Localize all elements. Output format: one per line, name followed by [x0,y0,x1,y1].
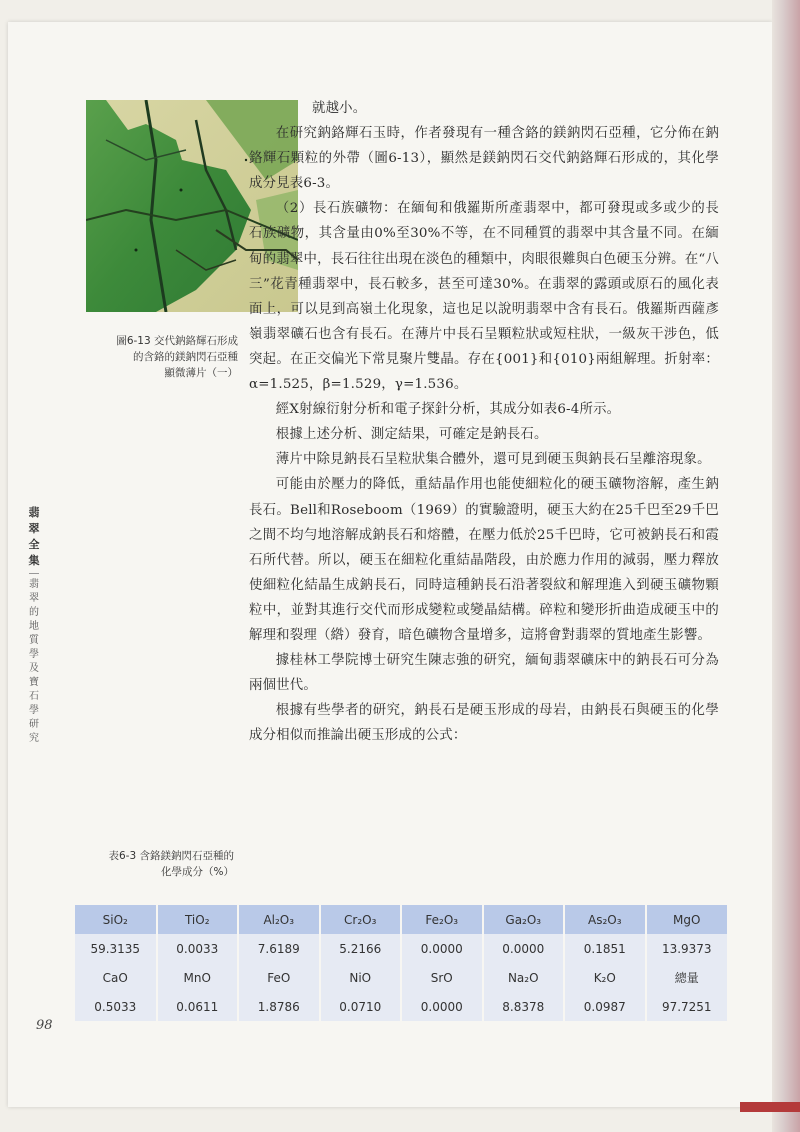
volume-title-char: 石 [29,691,39,702]
oxide-value: 0.5033 [75,992,157,1021]
series-title-char: 全 [28,538,40,551]
paragraph: 據桂林工學院博士研究生陳志強的研究，緬甸翡翠礦床中的鈉長石可分為兩個世代。 [249,653,719,694]
table-row [75,905,727,934]
oxide-value: 1.8786 [238,992,320,1021]
oxide-value: 0.1851 [564,934,646,963]
volume-title-char: 地 [29,621,39,632]
figure-caption-line: 顯微薄片（一） [164,367,238,379]
oxide-value: 0.0000 [483,934,565,963]
volume-title-char: 翠 [29,593,39,604]
table-caption [60,848,234,880]
oxide-header: K₂O [564,963,646,992]
oxide-header: MgO [646,905,728,934]
table-row [75,963,727,992]
paragraph: 可能由於壓力的降低，重結晶作用也能使細粒化的硬玉礦物溶解，產生鈉長石。Bell和Roseboom（1969）的實驗證明，硬玉大約在25千巴至29千巴之間不均勻地溶解成鈉長石和熔體，在壓力低於25千巴時，它可被鈉長石和霞石所代替。所以，硬玉在細粒化重結晶階段，由於應力作用的減弱，壓力釋放使細粒化結晶生成鈉長石，同時這種鈉長石沿著裂紋和解理進入到硬玉礦物顆粒中，並對其進行交代而形成變粒或變晶結構。碎粒和變形折曲造成硬玉中的解理和裂理（綹）發育，暗色礦物含量增多，這將會對翡翠的質地產生影響。 [249,477,719,643]
oxide-value: 0.0033 [157,934,239,963]
volume-title-char: 質 [29,635,39,646]
volume-title-char: 寶 [29,677,39,688]
oxide-header: As₂O₃ [564,905,646,934]
paragraph: 根據有些學者的研究，鈉長石是硬玉形成的母岩，由鈉長石與硬玉的化學成分相似而推論出硬玉形成的公式： [249,703,719,744]
paragraph: 薄片中除見鈉長石呈粒狀集合體外，還可見到硬玉與鈉長石呈離溶現象。 [275,452,711,468]
oxide-header: SrO [401,963,483,992]
volume-title-char: 學 [29,649,39,660]
figure-caption [60,333,238,381]
series-title-char: 集 [28,554,40,567]
oxide-header: Cr₂O₃ [320,905,402,934]
volume-title-char: 研 [29,719,39,730]
oxide-value: 97.7251 [646,992,728,1021]
chemical-composition-table [75,905,727,1021]
figure-caption-line: 圖6-13 交代鈉鉻輝石形成 [116,335,238,347]
oxide-header: NiO [320,963,402,992]
oxide-header: Na₂O [483,963,565,992]
oxide-value: 0.0000 [401,934,483,963]
oxide-value: 7.6189 [238,934,320,963]
oxide-value: 8.8378 [483,992,565,1021]
oxide-header: 總量 [646,963,728,992]
oxide-header: TiO₂ [157,905,239,934]
oxide-header: MnO [157,963,239,992]
oxide-value: 5.2166 [320,934,402,963]
oxide-value: 13.9373 [646,934,728,963]
oxide-header: Ga₂O₃ [483,905,565,934]
series-title-char: 翠 [28,522,40,535]
volume-title [26,578,42,746]
oxide-value: 0.0710 [320,992,402,1021]
table-row [75,992,727,1021]
sidebar-divider [29,573,39,574]
oxide-value: 0.0987 [564,992,646,1021]
volume-title-char: 翡 [29,579,39,590]
oxide-value: 0.0611 [157,992,239,1021]
table-caption-line: 表6-3 含鉻鎂鈉閃石亞種的 [108,850,234,862]
oxide-value: 0.0000 [401,992,483,1021]
page-number: 98 [36,1018,53,1033]
figure-caption-line: 的含鉻的鎂鈉閃石亞種 [133,351,238,363]
sidebar-title [26,505,42,746]
table-row [75,934,727,963]
oxide-header: CaO [75,963,157,992]
oxide-header: SiO₂ [75,905,157,934]
volume-title-char: 及 [29,663,39,674]
body-text [249,96,719,748]
oxide-header: Al₂O₃ [238,905,320,934]
volume-title-char: 學 [29,705,39,716]
oxide-value: 59.3135 [75,934,157,963]
bookmark-ribbon [740,1102,800,1112]
series-title [26,505,42,569]
paragraph: （2）長石族礦物：在緬甸和俄羅斯所產翡翠中，都可發現或多或少的長石族礦物，其含量由0%至30%不等，在不同種質的翡翠中其含量不同。在緬甸的翡翠中，長石往往出現在淡色的種類中，肉眼很難與白色硬玉分辨。在“八三”花青種翡翠中，長石較多，甚至可達30%。在翡翠的露頭或原石的風化表面上，可以見到高嶺土化現象，這也足以說明翡翠中含有長石。俄羅斯西薩彥嶺翡翠礦石也含有長石。在薄片中長石呈顆粒狀或短柱狀，一級灰干涉色，低突起。在正交偏光下常見聚片雙晶。存在{001}和{010}兩組解理。折射率：α=1.525，β=1.529，γ=1.536。 [249,201,719,393]
paragraph: 根據上述分析、測定結果，可確定是鈉長石。 [275,427,548,443]
book-spine [772,0,800,1132]
paragraph: 就越小。 [312,101,367,116]
volume-title-char: 的 [29,607,39,618]
oxide-header: Fe₂O₃ [401,905,483,934]
volume-title-char: 究 [29,733,39,744]
paragraph: 在研究鈉鉻輝石玉時，作者發現有一種含鉻的鎂鈉閃石亞種，它分佈在鈉鉻輝石顆粒的外帶（圖6-13），顯然是鎂鈉閃石交代鈉鉻輝石形成的，其化學成分見表6-3。 [249,126,719,192]
oxide-header: FeO [238,963,320,992]
table-caption-line: 化學成分（%） [161,866,234,878]
series-title-char: 翡 [28,506,40,519]
paragraph: 經X射線衍射分析和電子探針分析，其成分如表6-4所示。 [275,402,621,418]
